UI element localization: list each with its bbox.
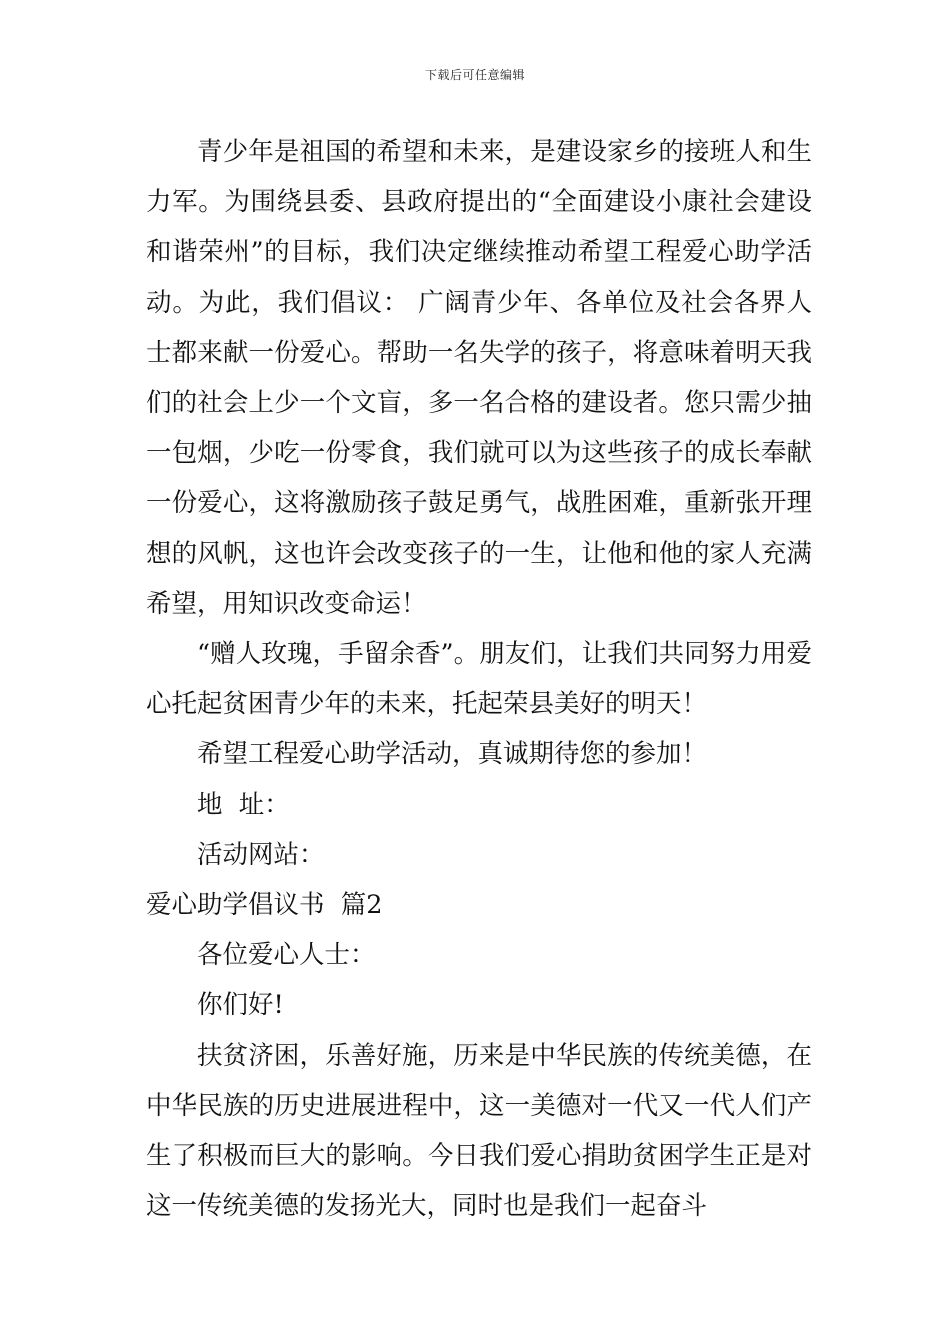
paragraph-appeal: 青少年是祖国的希望和未来，是建设家乡的接班人和生力军。为围绕县委、县政府提出的“全面建设小康社会建设和谐荣州”的目标，我们决定继续推动希望工程爱心助学活动。为此，我们倡议： 广阔青少年、各单位及社会各界人士都来献一份爱心。帮助一名失学的孩子，将意味着明天我们的社会上少一个文盲，多一名合格的建设者。您只需少抽一包烟，少吃一份零食，我们就可以为这些孩子的成长奉献一份爱心，这将激励孩子鼓足勇气，战胜困难，重新张开理想的风帆，这也许会改变孩子的一生，让他和他的家人充满希望，用知识改变命运！ — [146, 137, 812, 619]
paragraph-virtue: 扶贫济困，乐善好施，历来是中华民族的传统美德，在中华民族的历史进展进程中，这一美德对一代又一代人们产生了积极而巨大的影响。今日我们爱心捐助贫困学生正是对这一传统美德的发扬光大，同时也是我们一起奋斗 — [146, 1040, 812, 1222]
section-title: 爱心助学倡议书 篇2 — [146, 890, 383, 921]
address-line: 地 址： — [197, 789, 290, 820]
website-line: 活动网站： — [197, 839, 325, 870]
document-body — [146, 127, 812, 1231]
paragraph-invitation: 希望工程爱心助学活动，真诚期待您的参加！ — [197, 739, 708, 770]
greeting: 你们好! — [197, 990, 284, 1021]
paragraph-roses: “赠人玫瑰，手留余香”。朋友们，让我们共同努力用爱心托起贫困青少年的未来，托起荣县美好的明天！ — [146, 639, 812, 720]
salutation: 各位爱心人士： — [197, 940, 376, 971]
header-note: 下载后可任意编辑 — [424, 68, 525, 82]
